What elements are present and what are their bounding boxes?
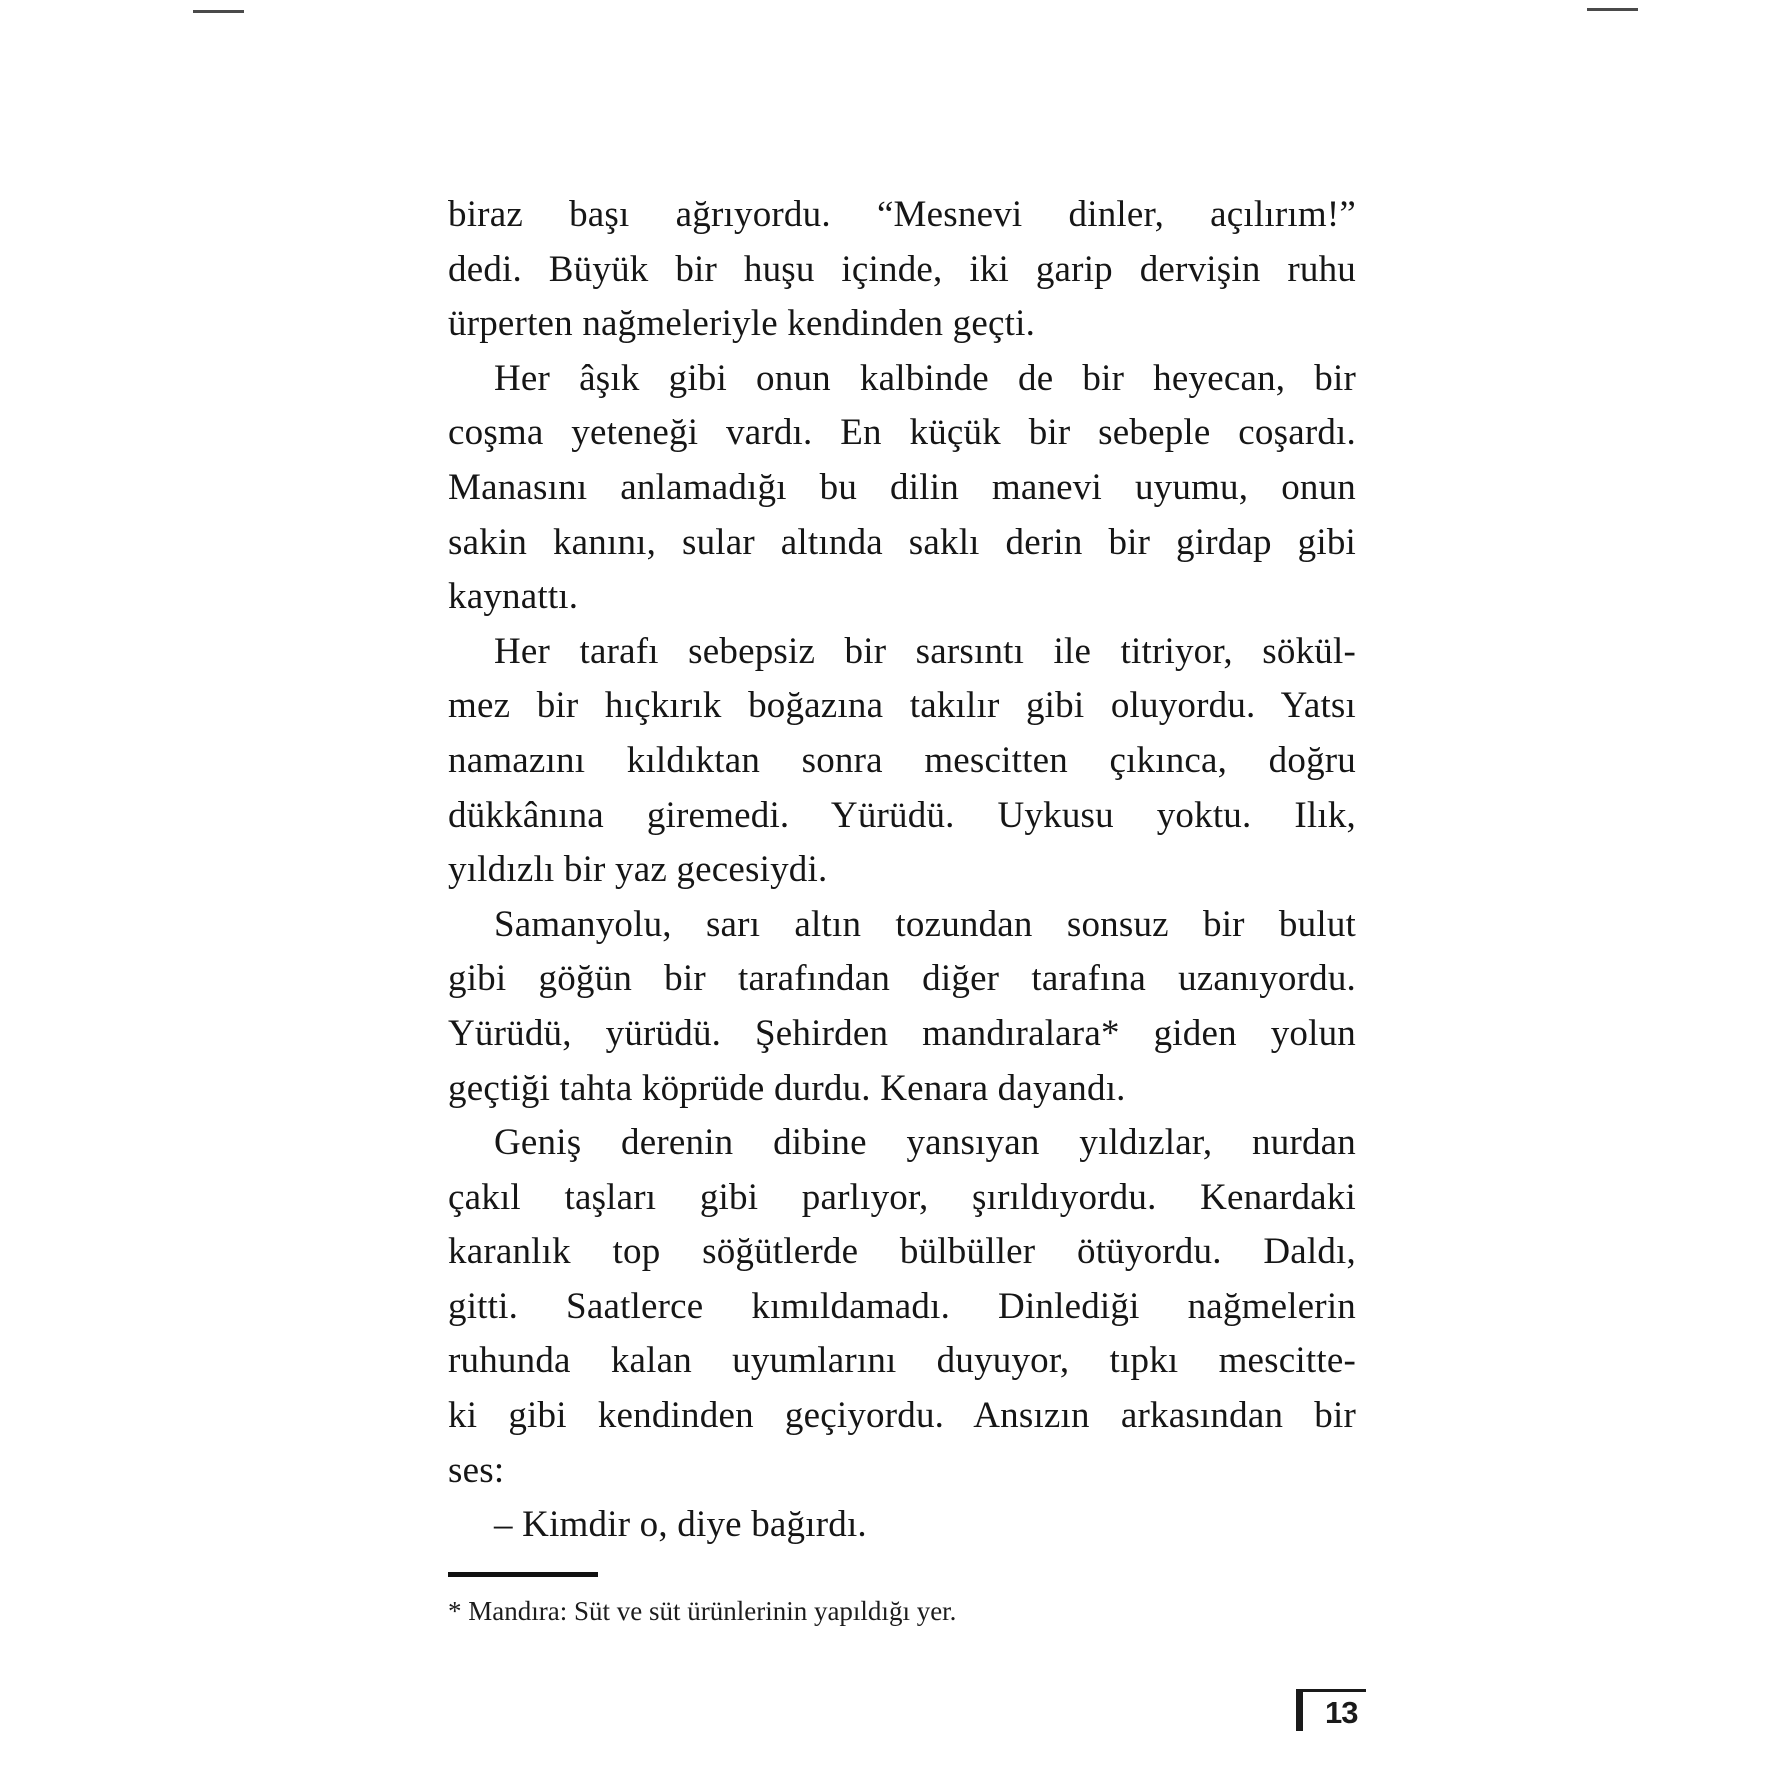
page-number-block bbox=[1296, 1689, 1366, 1731]
text-line: kaynattı. bbox=[448, 576, 579, 618]
text-line: geçtiği tahta köprüde durdu. Kenara dayandı. bbox=[448, 1067, 1126, 1109]
text-line: gitti. Saatlerce kımıldamadı. Dinlediği nağmelerin bbox=[448, 1285, 1356, 1327]
body-text bbox=[448, 188, 1356, 1553]
text-line: namazını kıldıktan sonra mescitten çıkınca, doğru bbox=[448, 739, 1356, 781]
text-line: ses: bbox=[448, 1449, 505, 1491]
footnote-divider-rule bbox=[448, 1572, 598, 1577]
text-line: Yürüdü, yürüdü. Şehirden mandıralara* giden yolun bbox=[448, 1012, 1356, 1054]
text-line: gibi göğün bir tarafından diğer tarafına uzanıyordu. bbox=[448, 958, 1356, 1000]
text-line: biraz başı ağrıyordu. “Mesnevi dinler, açılırım!” bbox=[448, 194, 1356, 235]
top-left-printer-mark bbox=[193, 10, 244, 13]
text-line: ürperten nağmeleriyle kendinden geçti. bbox=[448, 303, 1036, 345]
page-number: 13 bbox=[1325, 1695, 1358, 1730]
footnote-text: * Mandıra: Süt ve süt ürünlerinin yapıldığı yer. bbox=[448, 1596, 957, 1626]
text-line: ruhunda kalan uyumlarını duyuyor, tıpkı mescitte- bbox=[448, 1340, 1356, 1382]
text-line: yıldızlı bir yaz gecesiydi. bbox=[448, 849, 828, 891]
text-line: Her tarafı sebepsiz bir sarsıntı ile titriyor, sökül- bbox=[494, 630, 1356, 672]
text-line: ki gibi kendinden geçiyordu. Ansızın arkasından bir bbox=[448, 1395, 1356, 1437]
text-line: çakıl taşları gibi parlıyor, şırıldıyordu. Kenardaki bbox=[448, 1176, 1356, 1218]
text-line: Manasını anlamadığı bu dilin manevi uyumu, onun bbox=[448, 466, 1356, 508]
text-line: coşma yeteneği vardı. En küçük bir sebeple coşardı. bbox=[448, 412, 1356, 454]
text-line: Her âşık gibi onun kalbinde de bir heyecan, bir bbox=[494, 357, 1356, 399]
text-line: Geniş derenin dibine yansıyan yıldızlar, nurdan bbox=[494, 1122, 1356, 1164]
text-line: dükkânına giremedi. Yürüdü. Uykusu yoktu. Ilık, bbox=[448, 794, 1356, 836]
text-line: – Kimdir o, diye bağırdı. bbox=[494, 1504, 867, 1546]
text-line: Samanyolu, sarı altın tozundan sonsuz bir bulut bbox=[494, 903, 1356, 945]
top-right-printer-mark bbox=[1587, 8, 1638, 11]
text-line: karanlık top söğütlerde bülbüller ötüyordu. Daldı, bbox=[448, 1231, 1356, 1273]
text-line: sakin kanını, sular altında saklı derin bir girdap gibi bbox=[448, 521, 1356, 563]
text-line: mez bir hıçkırık boğazına takılır gibi oluyordu. Yatsı bbox=[448, 685, 1356, 727]
text-line: dedi. Büyük bir huşu içinde, iki garip dervişin ruhu bbox=[448, 248, 1356, 290]
